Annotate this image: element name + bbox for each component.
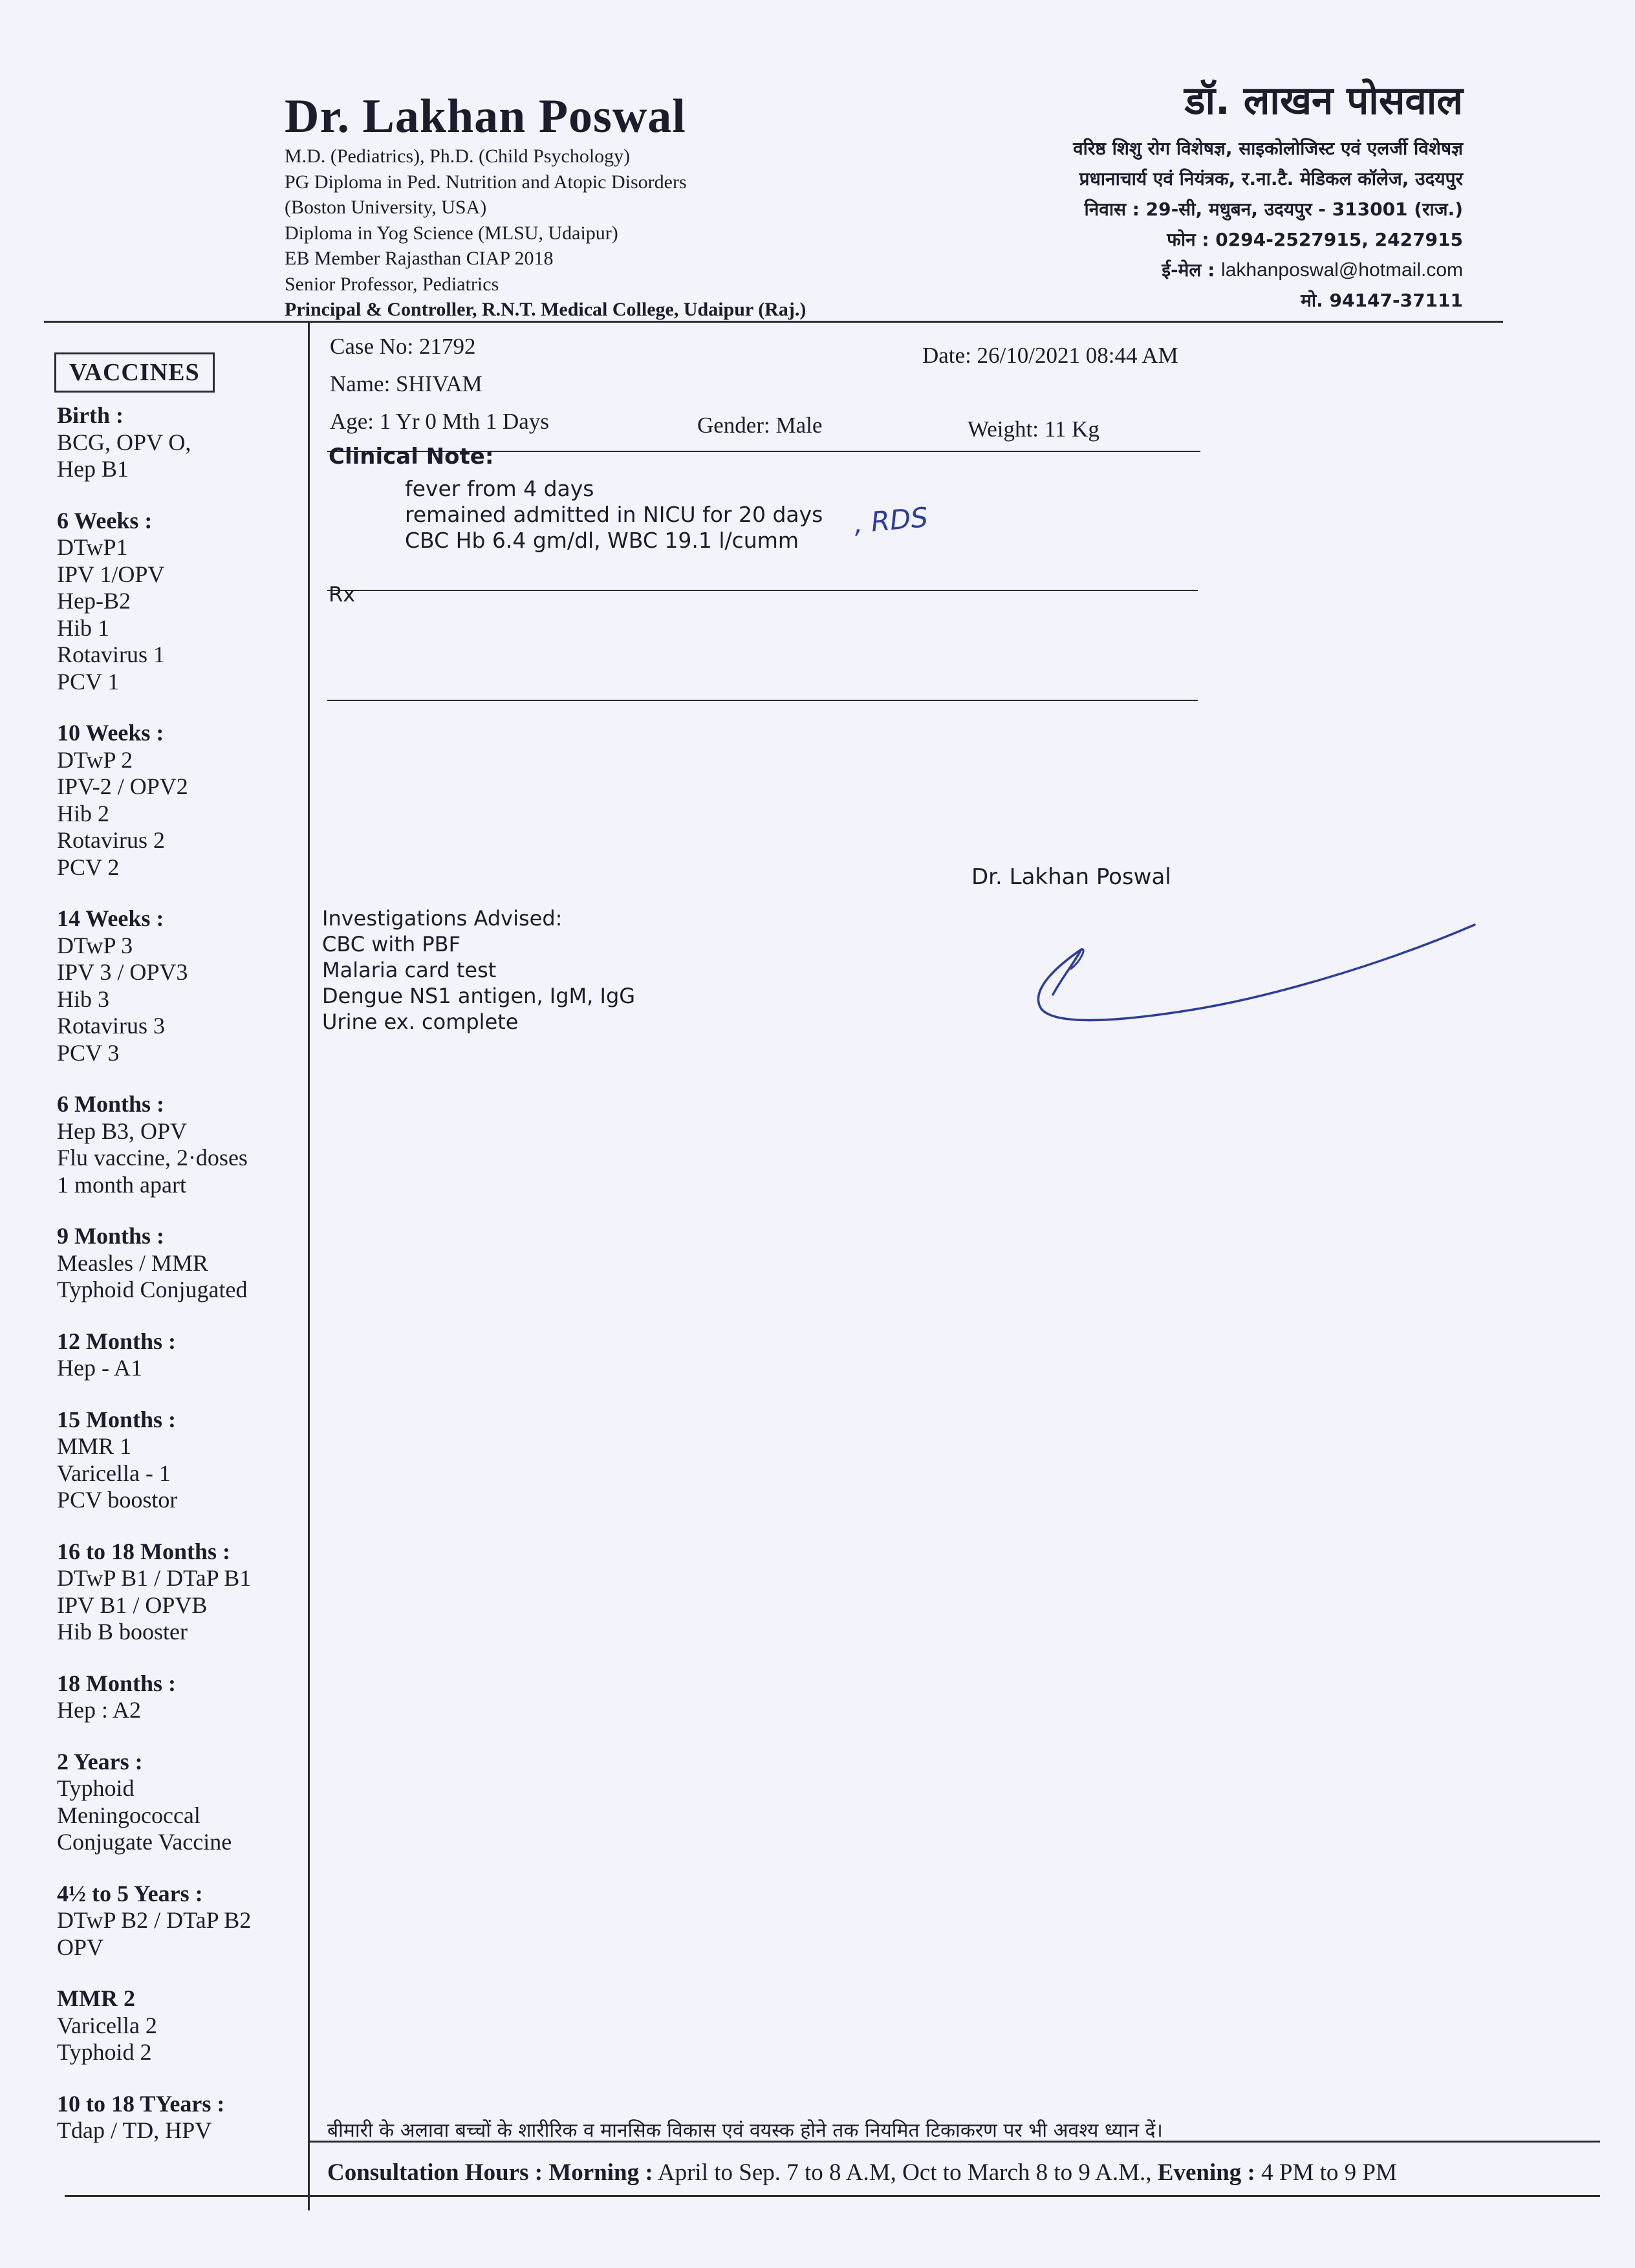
patient-age: Age: 1 Yr 0 Mth 1 Days (330, 409, 549, 434)
investigations-advised (322, 905, 635, 1035)
vaccine-schedule (57, 402, 309, 2169)
vaccine-item: PCV 1 (57, 668, 120, 695)
vaccine-group (57, 1749, 309, 1856)
vaccine-item: Varicella - 1 (57, 1460, 171, 1486)
vaccine-item: Hep - A1 (57, 1355, 142, 1381)
email-line (1073, 255, 1463, 285)
vaccine-item: Hib 1 (57, 614, 109, 641)
rx-label: Rx (329, 582, 356, 607)
vaccine-item: Tdap / TD, HPV (57, 2117, 212, 2143)
vaccine-item: Hib B booster (57, 1619, 188, 1645)
footer-left-rule (65, 2195, 309, 2197)
case-number: Case No: 21792 (330, 334, 476, 359)
email-link[interactable]: lakhanposwal@hotmail.com (1221, 259, 1463, 281)
vaccine-group-heading: 4½ to 5 Years : (57, 1880, 203, 1906)
vaccine-group (57, 508, 309, 696)
vaccine-item: DTwP 3 (57, 932, 133, 958)
vaccine-item: Hep B1 (57, 456, 129, 482)
vaccine-item: IPV B1 / OPVB (57, 1592, 208, 1618)
hindi-line: प्रधानाचार्य एवं नियंत्रक, र.ना.टै. मेडिकल कॉलेज, उदयपुर (1079, 168, 1463, 189)
hindi-doctor-name: डॉ. लाखन पोसवाल (1184, 78, 1463, 124)
vaccine-item: DTwP B1 / DTaP B1 (57, 1565, 252, 1591)
qualification-line: Senior Professor, Pediatrics (285, 273, 499, 295)
investigation-item: Dengue NS1 antigen, IgM, IgG (322, 984, 636, 1008)
patient-gender: Gender: Male (697, 413, 823, 438)
vaccine-item: PCV 2 (57, 854, 120, 880)
consultation-hours (327, 2159, 1397, 2187)
vaccine-group-heading: 6 Months : (57, 1091, 165, 1117)
vaccine-group (57, 905, 309, 1066)
vaccine-group-heading: 18 Months : (57, 1670, 177, 1696)
patient-name: Name: SHIVAM (330, 371, 482, 396)
vaccine-item: Hep-B2 (57, 588, 131, 614)
vaccine-group (57, 1881, 309, 1961)
investigation-item: Malaria card test (322, 958, 497, 982)
vaccine-item: DTwP B2 / DTaP B2 (57, 1907, 252, 1933)
hindi-line: निवास : 29-सी, मधुबन, उदयपुर - 313001 (राज.) (1084, 199, 1463, 220)
vaccine-item: OPV (57, 1934, 104, 1960)
vaccine-item: Flu vaccine, 2·doses (57, 1145, 248, 1171)
qualifications (285, 144, 806, 323)
clinical-note-line: fever from 4 days (405, 476, 594, 501)
morning-hours: April to Sep. 7 to 8 A.M, Oct to March 8 to 9 A.M., (657, 2159, 1152, 2186)
investigations-heading: Investigations Advised: (322, 906, 563, 931)
morning-label: Morning : (548, 2159, 653, 2186)
vaccine-item: Typhoid 2 (57, 2039, 152, 2065)
email-label: ई-मेल : (1162, 259, 1215, 281)
vaccine-item: PCV boostor (57, 1487, 178, 1513)
doctor-name: Dr. Lakhan Poswal (285, 90, 686, 143)
investigation-item: CBC with PBF (322, 932, 460, 956)
vaccine-item: DTwP 2 (57, 746, 133, 773)
footer-divider-bottom (308, 2195, 1600, 2197)
vaccine-group-heading: 6 Weeks : (57, 507, 153, 534)
clinical-notes (405, 476, 823, 554)
consult-label: Consultation Hours : (327, 2159, 543, 2186)
vaccine-group-heading: 16 to 18 Months : (57, 1538, 230, 1564)
vaccine-item: PCV 3 (57, 1039, 120, 1066)
hindi-line: फोन : 0294-2527915, 2427915 (1167, 229, 1463, 250)
vaccine-group (57, 1539, 309, 1646)
clinical-note-line: CBC Hb 6.4 gm/dl, WBC 19.1 l/cumm (405, 528, 799, 553)
vaccine-group-heading: 14 Weeks : (57, 905, 164, 931)
vaccine-group (57, 1328, 309, 1382)
vaccine-item: Rotavirus 1 (57, 642, 165, 667)
qualification-line: EB Member Rajasthan CIAP 2018 (285, 248, 554, 269)
evening-label: Evening : (1157, 2159, 1255, 2186)
vaccine-item: Conjugate Vaccine (57, 1829, 232, 1855)
qualification-line: (Boston University, USA) (285, 197, 487, 218)
vaccine-group (57, 1091, 309, 1198)
vaccine-item: Rotavirus 3 (57, 1013, 165, 1039)
qualification-line: PG Diploma in Ped. Nutrition and Atopic Disorders (285, 171, 687, 193)
patient-weight: Weight: 11 Kg (968, 416, 1099, 442)
vaccine-group-heading: 12 Months : (57, 1328, 177, 1354)
vaccine-item: DTwP1 (57, 534, 128, 560)
vaccine-group-heading: 9 Months : (57, 1223, 165, 1249)
vaccine-item: Typhoid (57, 1775, 135, 1801)
vaccine-item: Typhoid Conjugated (57, 1277, 248, 1302)
qualification-line: M.D. (Pediatrics), Ph.D. (Child Psychology) (285, 146, 631, 167)
vaccine-item: IPV-2 / OPV2 (57, 773, 188, 799)
vaccine-group (57, 402, 309, 483)
header-divider (44, 321, 1503, 323)
vaccine-group-heading: 10 to 18 TYears : (57, 2090, 225, 2117)
clinical-note-line: remained admitted in NICU for 20 days (405, 502, 823, 527)
hindi-header (1073, 72, 1463, 316)
vaccine-group-heading: 2 Years : (57, 1748, 143, 1775)
rx-divider (327, 700, 1198, 701)
signature-stroke (1022, 892, 1488, 1035)
vaccine-group-heading: Birth : (57, 402, 124, 428)
investigation-item: Urine ex. complete (322, 1010, 519, 1034)
vaccine-group (57, 1985, 309, 2066)
evening-hours: 4 PM to 9 PM (1261, 2159, 1397, 2186)
position-line: Principal & Controller, R.N.T. Medical College, Udaipur (Raj.) (285, 299, 807, 320)
vaccine-group-heading: 15 Months : (57, 1406, 177, 1432)
vaccine-group (57, 720, 309, 881)
mobile-line: मो. 94147-37111 (1301, 290, 1463, 311)
vaccine-group (57, 1407, 309, 1514)
hindi-line: वरिष्ठ शिशु रोग विशेषज्ञ, साइकोलोजिस्ट एवं एलर्जी विशेषज्ञ (1073, 138, 1463, 159)
vaccine-item: Rotavirus 2 (57, 827, 165, 853)
vaccine-group (57, 1223, 309, 1304)
vaccine-item: BCG, OPV O, (57, 429, 191, 455)
signature-name: Dr. Lakhan Poswal (971, 864, 1171, 890)
handwritten-note: , RDS (852, 501, 929, 539)
vaccine-group (57, 2091, 309, 2144)
vaccine-item: Hep B3, OPV (57, 1118, 188, 1144)
vaccine-item: Measles / MMR (57, 1249, 208, 1276)
visit-date: Date: 26/10/2021 08:44 AM (922, 343, 1178, 368)
vaccine-item: Meningococcal (57, 1802, 200, 1828)
clinical-divider (327, 590, 1198, 591)
vaccine-item: MMR 1 (57, 1433, 132, 1459)
footer-hindi-note: बीमारी के अलावा बच्चों के शारीरिक व मानसिक विकास एवं वयस्क होने तक नियमित टिकाकरण पर भी अवश्य ध्यान दें। (327, 2119, 1163, 2142)
vaccine-group (57, 1670, 309, 1724)
vaccines-title: VACCINES (54, 352, 215, 393)
clinical-note-label: Clinical Note: (329, 444, 494, 470)
vaccine-item: Hib 2 (57, 800, 109, 826)
vaccine-item: Hep : A2 (57, 1697, 141, 1723)
vaccine-item: Varicella 2 (57, 2012, 157, 2038)
vaccine-item: IPV 3 / OPV3 (57, 959, 188, 985)
vaccine-group-heading: MMR 2 (57, 1985, 135, 2011)
vaccine-item: IPV 1/OPV (57, 561, 165, 587)
vaccine-group-heading: 10 Weeks : (57, 720, 164, 746)
vaccine-item: 1 month apart (57, 1171, 186, 1198)
vaccine-item: Hib 3 (57, 986, 109, 1012)
qualification-line: Diploma in Yog Science (MLSU, Udaipur) (285, 222, 618, 244)
